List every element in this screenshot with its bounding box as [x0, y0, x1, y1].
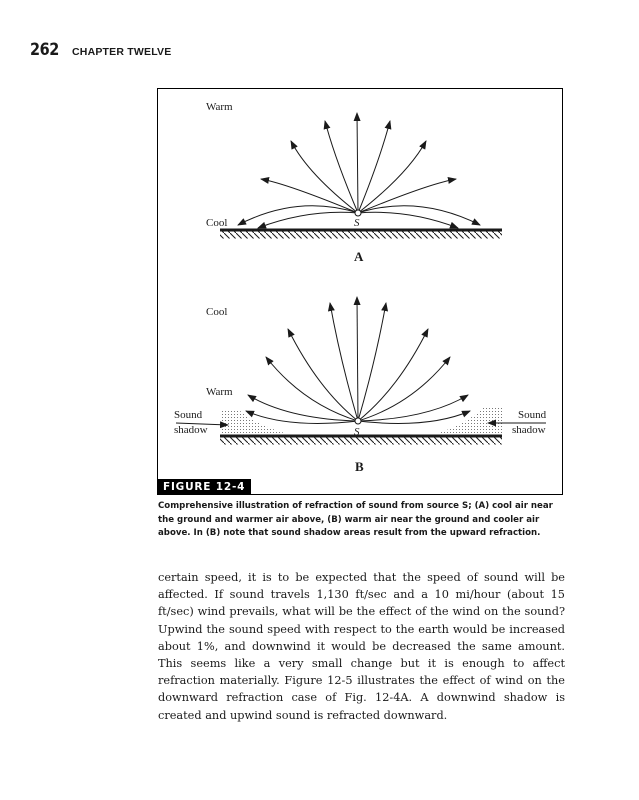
chapter-title: CHAPTER TWELVE [72, 46, 172, 58]
panel-b-rays [246, 297, 470, 423]
panel-b-ground-hatch [220, 438, 502, 445]
panel-a-source [355, 210, 361, 216]
panel-a-source-label: S [354, 217, 360, 229]
left-sound-shadow [220, 409, 288, 434]
panel-b-letter: B [355, 459, 364, 474]
panel-a [206, 101, 502, 264]
body-paragraph: certain speed, it is to be expected that the speed of sound will be affected. If sound travels 1,130 ft/sec and a 10 mi/hour (about 15 ft/sec) wind prevails, what will be the effect of the wind on the sound? Upwind the sound speed with respect to the earth would be increased about 1%, and downwind it would be decreased the same amount. This seems like a very small change but it is enough to affect refraction materially. Figure 12-5 illustrates the effect of wind on the downward refraction case of Fig. 12-4A. A downwind shadow is created and upwind sound is refracted downward. [158, 571, 565, 722]
panel-b-ray [358, 411, 470, 423]
figure-caption: Comprehensive illustration of refraction of sound from source S; (A) cool air near the ground and warmer air above, (B) warm air near the ground and cooler air above. In (B) note that sound shadow areas result from the upward refraction. [158, 501, 553, 538]
panel-a-ray [358, 206, 480, 225]
right-shadow-label-line1: Sound [518, 409, 547, 421]
page-header [30, 40, 171, 60]
panel-b-ray [266, 357, 358, 421]
panel-a-letter: A [354, 249, 364, 264]
panel-a-ray [258, 212, 358, 228]
right-shadow-label-line2: shadow [512, 424, 546, 436]
figure-12-4 [157, 88, 563, 495]
panel-a-ray [291, 141, 358, 213]
panel-b-ray-up [357, 297, 358, 421]
panel-b-ray [358, 303, 386, 421]
page-number: 262 [30, 40, 59, 60]
figure-label: FIGURE 12-4 [157, 479, 251, 495]
panel-a-ground-hatch [220, 232, 502, 239]
panel-a-ray [261, 179, 358, 213]
panel-b-ray [246, 411, 358, 423]
panel-b-warm-label: Warm [206, 386, 233, 398]
panel-b-ray [330, 303, 358, 421]
panel-a-ray-up [357, 113, 358, 213]
panel-a-cool-label: Cool [206, 217, 228, 229]
panel-b-cool-label: Cool [206, 306, 228, 318]
panel-a-ray [358, 121, 390, 213]
panel-a-ray [358, 212, 458, 228]
left-shadow-label-line1: Sound [174, 409, 203, 421]
panel-b-ray [358, 357, 450, 421]
panel-b-source-label: S [354, 426, 360, 438]
panel-b-ray [358, 329, 428, 421]
panel-a-ray [358, 141, 426, 213]
panel-a-ray [238, 206, 358, 225]
panel-a-warm-label: Warm [206, 101, 233, 113]
left-shadow-label-line2: shadow [174, 424, 208, 436]
panel-b-ray [288, 329, 358, 421]
panel-b [174, 297, 547, 474]
refraction-diagram [158, 89, 564, 496]
panel-b-source [355, 418, 361, 424]
panel-a-ray [358, 179, 456, 213]
